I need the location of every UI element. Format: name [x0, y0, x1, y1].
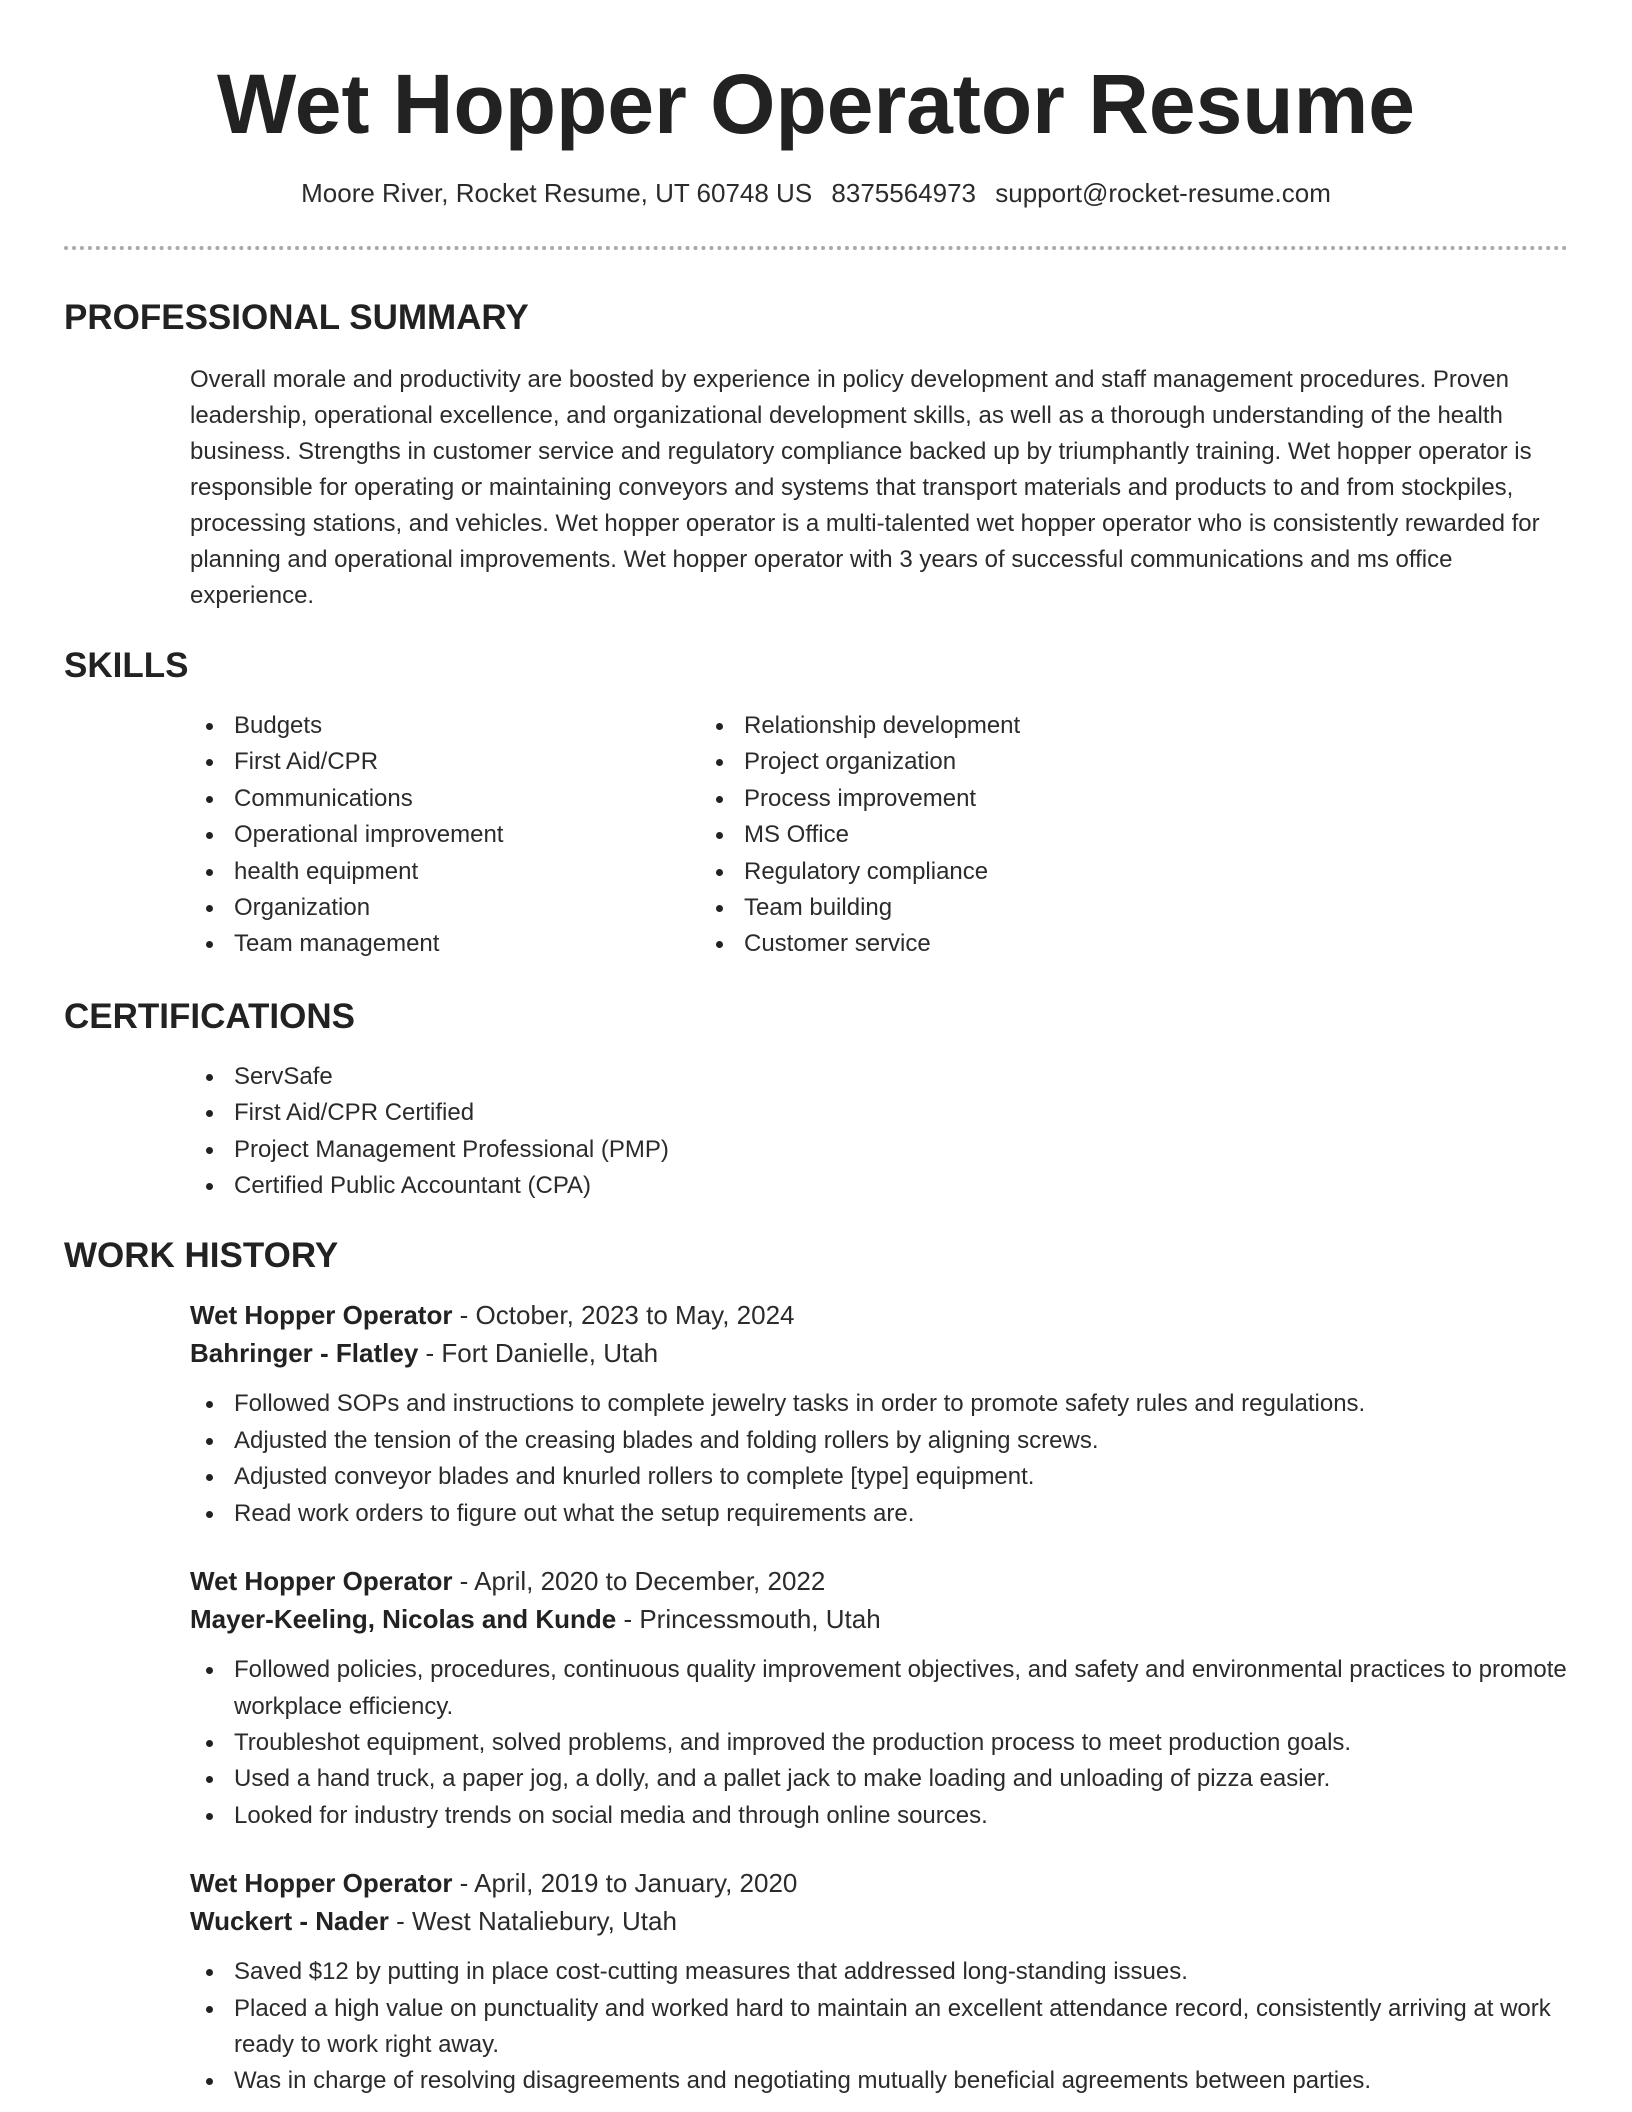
certification-item: ServSafe [234, 1059, 1568, 1095]
skill-item: Organization [234, 890, 744, 926]
summary-heading: PROFESSIONAL SUMMARY [64, 298, 529, 337]
job-title: Wet Hopper Operator [190, 1300, 453, 1331]
job-bullets [234, 1954, 1568, 2100]
resume-title: Wet Hopper Operator Resume [216, 57, 1416, 151]
job-title: Wet Hopper Operator [190, 1566, 453, 1597]
certification-item: First Aid/CPR Certified [234, 1095, 1568, 1131]
contact-email: support@rocket-resume.com [995, 178, 1331, 208]
job-location: - Princessmouth, Utah [616, 1604, 881, 1635]
skill-item: Team building [744, 890, 1254, 926]
skill-item: Operational improvement [234, 817, 744, 853]
job-bullet: Followed SOPs and instructions to complete jewelry tasks in order to promote safety rules and regulations. [234, 1386, 1568, 1422]
job-bullet: Used a hand truck, a paper jog, a dolly, and a pallet jack to make loading and unloading of pizza easier. [234, 1761, 1568, 1797]
skill-item: Project organization [744, 744, 1254, 780]
skill-item: Team management [234, 926, 744, 962]
job-bullets [234, 1386, 1568, 1532]
skills-column-left [64, 708, 744, 963]
job-company: Mayer-Keeling, Nicolas and Kunde [190, 1604, 617, 1635]
job-location: - West Nataliebury, Utah [388, 1906, 677, 1937]
job-bullet: Followed policies, procedures, continuous quality improvement objectives, and safety and environmental practices to promote workplace efficiency. [234, 1652, 1568, 1725]
skill-item: Budgets [234, 708, 744, 744]
contact-phone: 8375564973 [831, 178, 977, 208]
work-history-heading: WORK HISTORY [64, 1236, 339, 1276]
job-bullet: Placed a high value on punctuality and worked hard to maintain an excellent attendance record, consistently arriving at work ready to work right away. [234, 1991, 1568, 2064]
certifications-list [234, 1059, 1568, 1205]
contact-address: Moore River, Rocket Resume, UT 60748 US [301, 178, 813, 208]
skill-item: First Aid/CPR [234, 744, 744, 780]
summary-text: Overall morale and productivity are boosted by experience in policy development and staff management procedures. Proven leadership, operational excellence, and organizational development skills, as well as a thorough understanding of the health business. Strengths in customer service and regulatory compliance backed up by triumphantly training. Wet hopper operator is responsible for operating or maintaining conveyors and systems that transport materials and products to and from stockpiles, processing stations, and vehicles. Wet hopper operator is a multi-talented wet hopper operator who is consistently rewarded for planning and operational improvements. Wet hopper operator with 3 years of successful communications and ms office experience. [190, 366, 1540, 609]
job-title-line [190, 1864, 1568, 1902]
job-bullet: Adjusted conveyor blades and knurled rollers to complete [type] equipment. [234, 1459, 1568, 1495]
job-bullet: Saved $12 by putting in place cost-cutting measures that addressed long-standing issues. [234, 1954, 1568, 1990]
job-bullets [234, 1652, 1568, 1834]
job-title-line [190, 1562, 1568, 1600]
job-company-line [190, 1334, 1568, 1372]
job-title-line [190, 1296, 1568, 1334]
skill-item: Communications [234, 781, 744, 817]
job-company: Wuckert - Nader [190, 1906, 389, 1937]
certification-item: Certified Public Accountant (CPA) [234, 1168, 1568, 1204]
skills-list [64, 708, 1568, 963]
skill-item: Regulatory compliance [744, 854, 1254, 890]
skills-column-right [744, 708, 1254, 963]
job-bullet: Read work orders to figure out what the setup requirements are. [234, 1496, 1568, 1532]
skill-item: MS Office [744, 817, 1254, 853]
job-entry [190, 1562, 1568, 1834]
job-location: - Fort Danielle, Utah [418, 1338, 659, 1369]
job-dates: - October, 2023 to May, 2024 [452, 1300, 795, 1331]
job-bullet: Was in charge of resolving disagreements and negotiating mutually beneficial agreements between parties. [234, 2063, 1568, 2099]
skill-item: Customer service [744, 926, 1254, 962]
job-company: Bahringer - Flatley [190, 1338, 419, 1369]
skill-item: Relationship development [744, 708, 1254, 744]
certification-item: Project Management Professional (PMP) [234, 1132, 1568, 1168]
job-title: Wet Hopper Operator [190, 1868, 453, 1899]
header-divider [64, 246, 1568, 250]
job-entry [190, 1864, 1568, 2100]
certifications-heading: CERTIFICATIONS [64, 996, 356, 1036]
job-bullet: Troubleshot equipment, solved problems, and improved the production process to meet production goals. [234, 1725, 1568, 1761]
skill-item: Process improvement [744, 781, 1254, 817]
job-dates: - April, 2019 to January, 2020 [452, 1868, 798, 1899]
job-company-line [190, 1902, 1568, 1940]
job-bullet: Looked for industry trends on social media and through online sources. [234, 1798, 1568, 1834]
job-bullet: Adjusted the tension of the creasing blades and folding rollers by aligning screws. [234, 1423, 1568, 1459]
job-company-line [190, 1600, 1568, 1638]
job-entry [190, 1296, 1568, 1532]
job-dates: - April, 2020 to December, 2022 [452, 1566, 826, 1597]
skills-heading: SKILLS [64, 646, 189, 685]
contact-line [64, 176, 1568, 210]
skill-item: health equipment [234, 854, 744, 890]
